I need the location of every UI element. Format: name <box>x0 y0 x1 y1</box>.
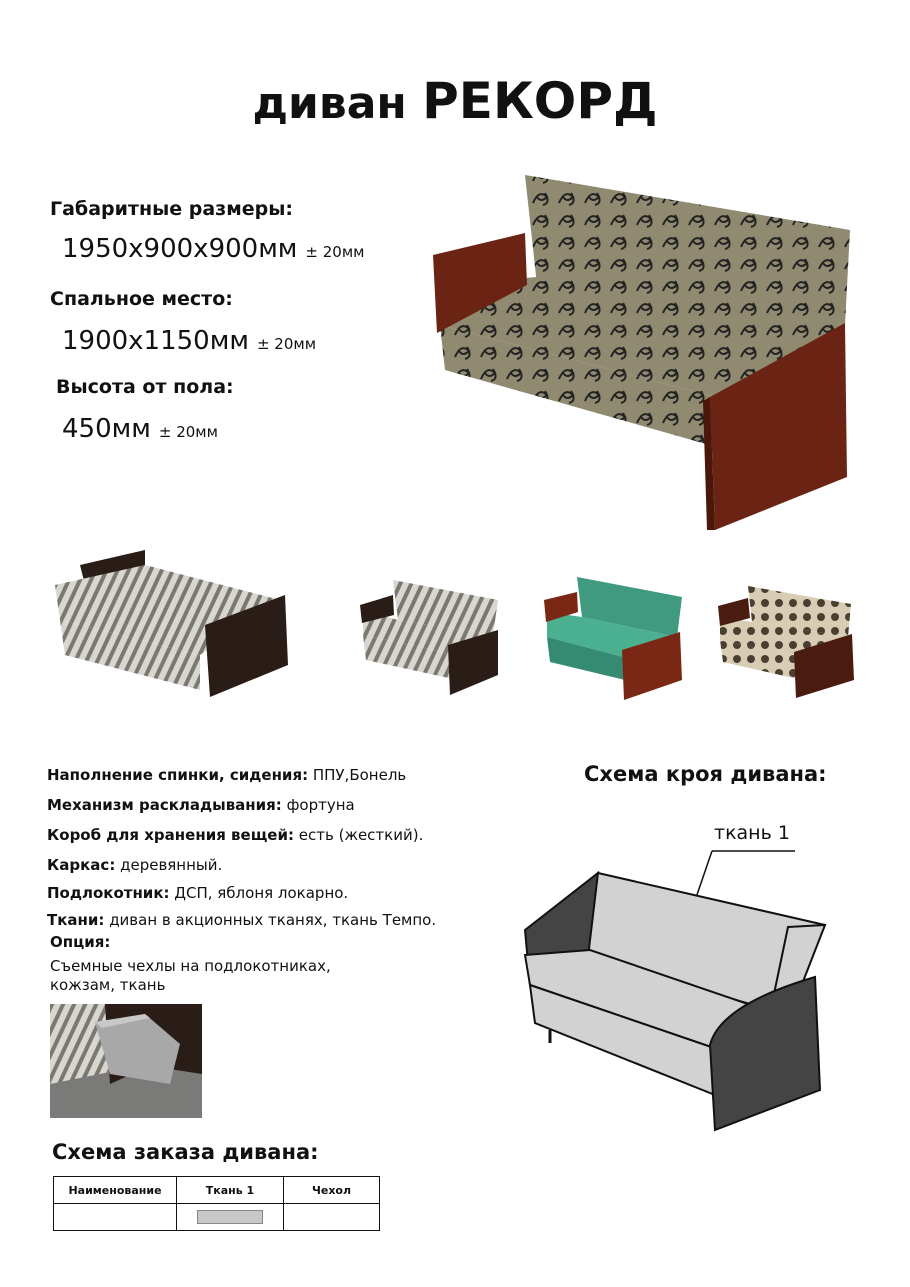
overall-size-label: Габаритные размеры: <box>50 198 294 220</box>
option-line-1: Съемные чехлы на подлокотниках, <box>50 957 331 975</box>
order-table <box>53 1176 380 1231</box>
sleep-area-tolerance: ± 20мм <box>256 335 317 353</box>
order-cell-cover[interactable] <box>284 1204 380 1231</box>
floral-sofa-image <box>716 582 856 700</box>
option-line-2: кожзам, ткань <box>50 976 166 994</box>
floor-height-tolerance: ± 20мм <box>158 423 218 441</box>
order-col-name: Наименование <box>54 1177 177 1204</box>
feature-armrest: Подлокотник: ДСП, яблоня локарно. <box>47 884 349 902</box>
title-name: РЕКОРД <box>422 72 658 130</box>
cut-scheme-title: Схема кроя дивана: <box>584 762 827 786</box>
striped-sofa-image <box>358 575 503 700</box>
feature-storage-box: Короб для хранения вещей: есть (жесткий). <box>47 826 424 844</box>
order-col-fabric-1: Ткань 1 <box>177 1177 284 1204</box>
sleep-area-label: Спальное место: <box>50 288 233 310</box>
order-cell-fabric-1[interactable] <box>177 1204 284 1231</box>
cut-scheme-callout: ткань 1 <box>714 822 790 844</box>
order-table-header-row <box>54 1177 380 1204</box>
title-prefix: диван <box>252 78 407 129</box>
feature-mechanism: Механизм раскладывания: фортуна <box>47 796 355 814</box>
overall-size-value: 1950х900х900мм ± 20мм <box>62 234 365 264</box>
overall-size-tolerance: ± 20мм <box>305 243 365 261</box>
page-title <box>0 72 910 130</box>
unfolded-sofa-image <box>50 545 290 700</box>
green-sofa-image <box>542 572 687 702</box>
feature-fabrics: Ткани: диван в акционных тканях, ткань Темпо. <box>47 911 437 929</box>
order-table-row <box>54 1204 380 1231</box>
order-scheme-title: Схема заказа дивана: <box>52 1140 319 1164</box>
option-label: Опция: <box>50 933 111 951</box>
order-cell-name[interactable] <box>54 1204 177 1231</box>
armrest-cover-image <box>50 1004 202 1118</box>
fabric-swatch <box>197 1210 263 1224</box>
floor-height-label: Высота от пола: <box>56 376 234 398</box>
order-col-cover: Чехол <box>284 1177 380 1204</box>
feature-filling: Наполнение спинки, сидения: ППУ,Бонель <box>47 766 407 784</box>
cut-scheme-diagram <box>520 845 830 1135</box>
feature-frame: Каркас: деревянный. <box>47 856 223 874</box>
main-sofa-image <box>425 165 855 535</box>
sleep-area-value: 1900х1150мм ± 20мм <box>62 326 317 356</box>
floor-height-value: 450мм ± 20мм <box>62 414 218 444</box>
